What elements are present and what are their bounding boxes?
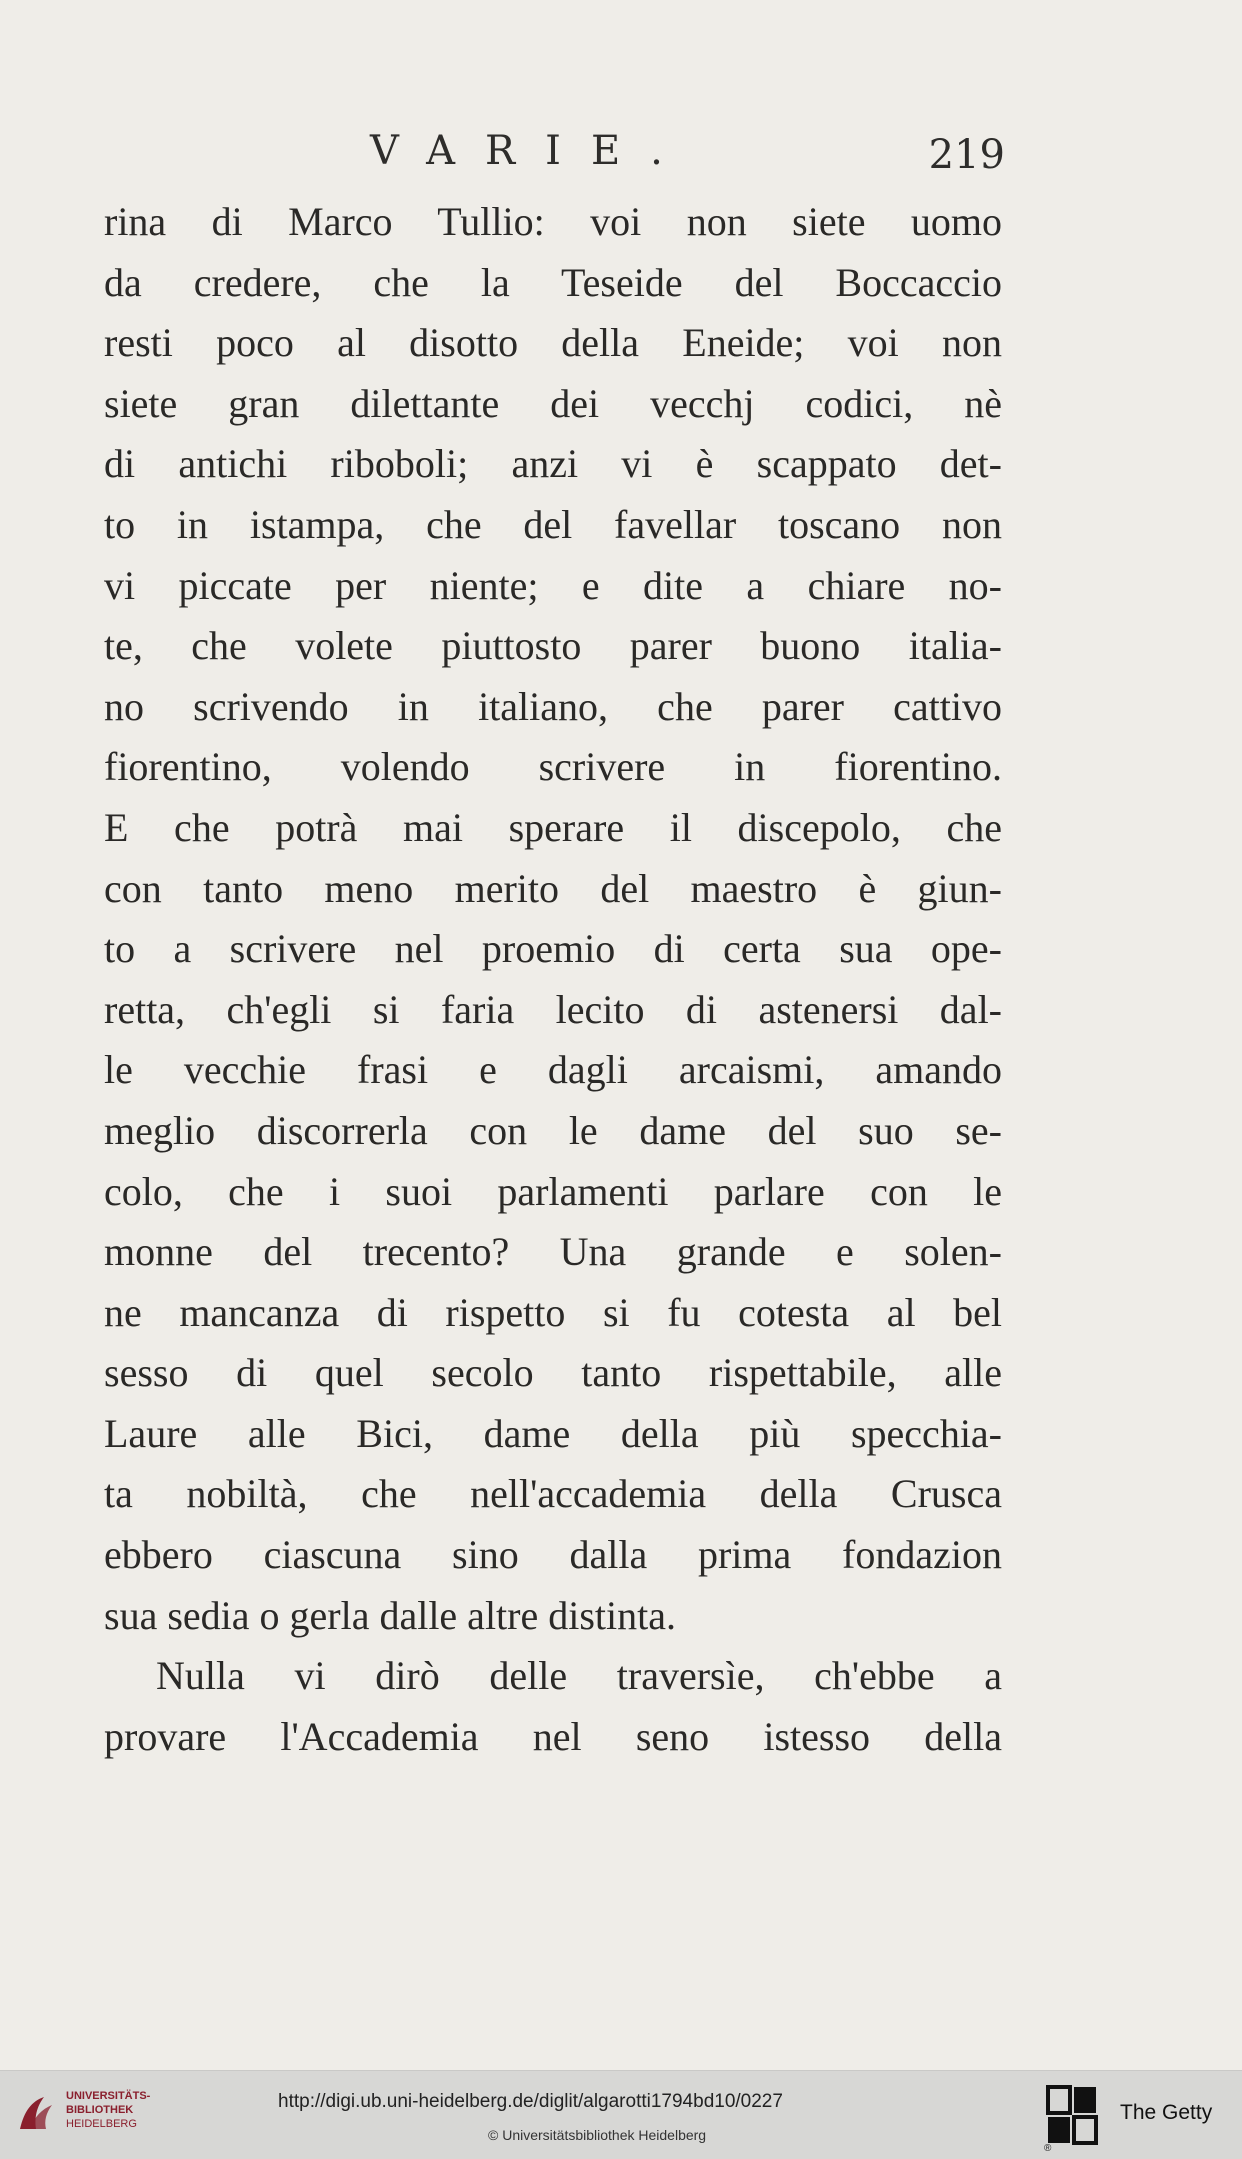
text-line: provare l'Accademia nel seno istesso della [104,1713,1002,1759]
viewer-footer [0,2070,1242,2159]
permalink-url[interactable]: http://digi.ub.uni-heidelberg.de/diglit/algarotti1794bd10/0227 [278,2091,783,2112]
text-line: to in istampa, che del favellar toscano non [104,501,1002,547]
text-line: no scrivendo in italiano, che parer cattivo [104,683,1002,729]
text-line: siete gran dilettante dei vecchj codici, nè [104,380,1002,426]
text-line: con tanto meno merito del maestro è giun- [104,865,1002,911]
text-line-paragraph-start: Nulla vi dirò delle traversìe, ch'ebbe a [156,1653,1002,1699]
body-text [104,192,1002,1767]
text-line: le vecchie frasi e dagli arcaismi, amando [104,1047,1002,1093]
text-line: sesso di quel secolo tanto rispettabile, alle [104,1350,1002,1396]
text-line: meglio discorrerla con le dame del suo se- [104,1107,1002,1153]
text-line: vi piccate per niente; e dite a chiare no- [104,562,1002,608]
copyright-notice: © Universitätsbibliothek Heidelberg [488,2127,707,2143]
running-title: VARIE. [370,128,693,174]
text-line: resti poco al disotto della Eneide; voi non [104,320,1002,366]
text-line: monne del trecento? Una grande e solen- [104,1229,1002,1275]
text-line: E che potrà mai sperare il discepolo, che [104,804,1002,850]
text-line: rina di Marco Tullio: voi non siete uomo [104,199,1002,244]
library-name-line-1: UNIVERSITÄTS- [66,2090,151,2102]
library-name-line-3: HEIDELBERG [66,2118,137,2130]
library-name-line-2: BIBLIOTHEK [66,2104,134,2116]
text-line: to a scrivere nel proemio di certa sua ope- [104,926,1002,972]
text-line: ta nobiltà, che nell'accademia della Crusca [104,1471,1002,1517]
text-line: Laure alle Bici, dame della più specchia- [104,1410,1002,1456]
text-line: da credere, che la Teseide del Boccaccio [104,259,1002,305]
page-number: 219 [928,132,1005,178]
text-line: retta, ch'egli si faria lecito di astenersi dal- [104,986,1002,1032]
text-line: te, che volete piuttosto parer buono italia- [104,623,1002,669]
page-header [100,128,1005,188]
text-line: ebbero ciascuna sino dalla prima fondazion [104,1532,1002,1578]
text-line: ne mancanza di rispetto si fu cotesta al bel [104,1289,1002,1335]
text-line: colo, che i suoi parlamenti parlare con le [104,1168,1002,1214]
getty-logo-icon[interactable] [1046,2085,1098,2147]
library-name [66,2089,150,2131]
text-line: di antichi riboboli; anzi vi è scappato det- [104,441,1002,487]
registered-mark: ® [1044,2143,1052,2154]
text-line-paragraph-end: sua sedia o gerla dalle altre distinta. [104,1592,677,1638]
text-line: fiorentino, volendo scrivere in fiorentino. [104,744,1002,790]
ub-heidelberg-logo-icon[interactable] [14,2091,58,2135]
partner-name[interactable]: The Getty [1120,2101,1213,2124]
